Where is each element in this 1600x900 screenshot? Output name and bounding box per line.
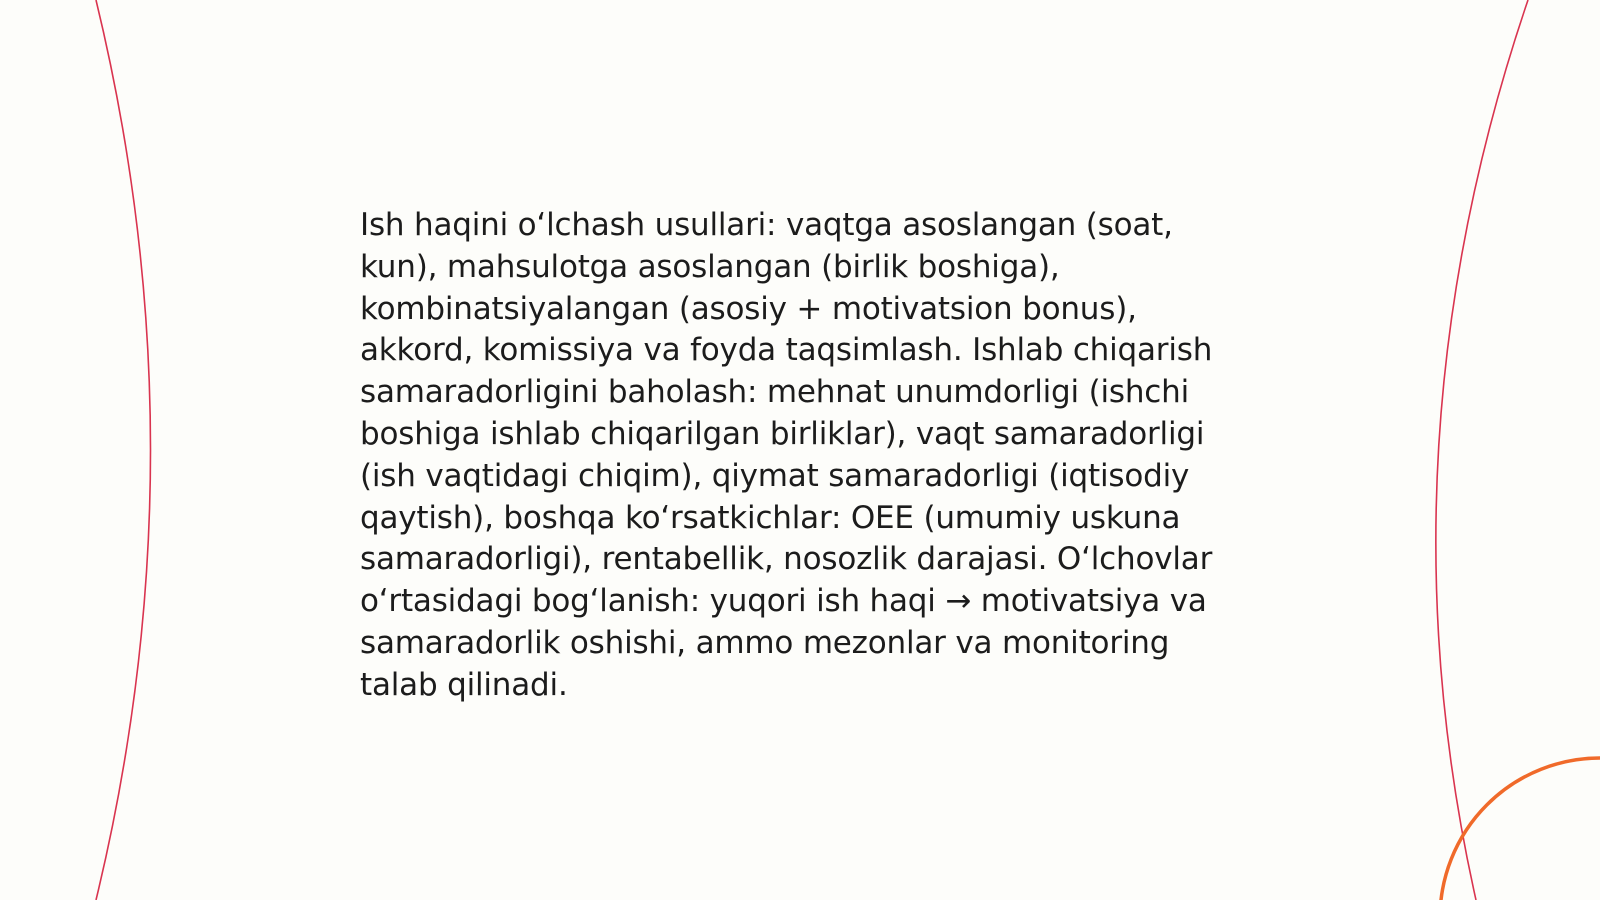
right-arc-line — [1436, 0, 1528, 900]
slide-body-text: Ish haqini o‘lchash usullari: vaqtga asoslangan (soat, kun), mahsulotga asoslangan (birlik boshiga), kombinatsiyalangan (asosiy + motivatsion bonus), akkord, komissiya va foyda taqsimlash. Ishlab chiqarish samaradorligini baholash: mehnat unumdorligi (ishchi boshiga ishlab chiqarilgan birliklar), vaqt samaradorligi (ish vaqtidagi chiqim), qiymat samaradorligi (iqtisodiy qaytish), boshqa ko‘rsatkichlar: OEE (umumiy uskuna samaradorligi), rentabellik, nosozlik darajasi. O‘lchovlar o‘rtasidagi bog‘lanish: yuqori ish haqi → motivatsiya va samaradorlik oshishi, ammo mezonlar va monitoring talab qilinadi. — [360, 207, 1213, 703]
left-arc-line — [96, 0, 151, 900]
accent-circle — [1440, 758, 1600, 900]
